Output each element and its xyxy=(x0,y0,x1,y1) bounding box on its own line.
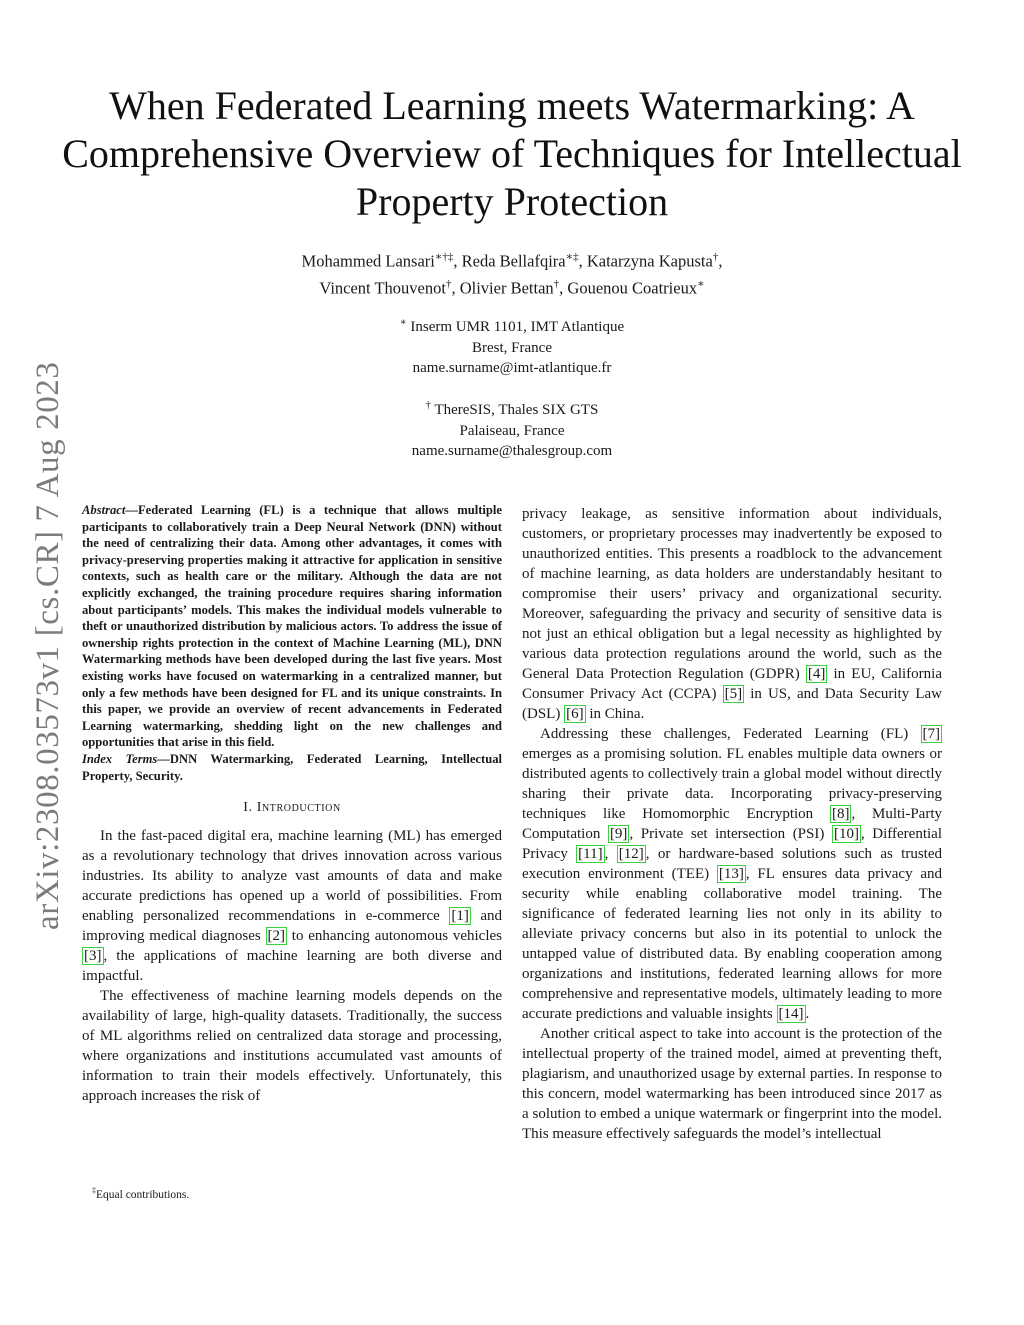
index-terms-text: —DNN Watermarking, Federated Learning, Intellectual Property, Security. xyxy=(82,751,502,783)
paragraph-text: in EU, California Consumer Privacy Act (CCPA) xyxy=(522,666,942,702)
affiliation-org xyxy=(212,396,812,421)
affiliation-thales xyxy=(212,396,812,462)
paragraph-text: , xyxy=(604,846,617,862)
arxiv-identifier: arXiv:2308.03573v1 [cs.CR] 7 Aug 2023 xyxy=(29,361,66,930)
intro-paragraph-2-continued xyxy=(522,504,942,724)
author-name: Gouenou Coatrieux xyxy=(567,278,698,297)
affiliation-email: name.surname@imt-atlantique.fr xyxy=(412,360,612,376)
intro-paragraph-4: Another critical aspect to take into account is the protection of the intellectual property of the trained model, aimed at preventing theft, plagiarism, and unauthorized usage by external parties. In response to this concern, model watermarking has been introduced since 2017 as a solution to embed a unique watermark or fingerprint into the model. This measure effectively safeguards the model’s intellectual xyxy=(522,1026,942,1142)
paragraph-text: and improving medical diagnoses xyxy=(82,908,502,945)
affiliation-mark: † xyxy=(425,400,431,411)
author-marks: ∗‡ xyxy=(565,251,579,263)
paragraph-text: , FL ensures data privacy and security while enabling collaborative model training. The significance of federated learning lies not only in its ability to alleviate privacy concerns but also in its potential to unlock the untapped value of distributed data. By enabling cooperation among organizations and institutions, federated learning allows for more comprehensive and representative models, ultimately leading to more accurate predictions and valuable insights xyxy=(522,866,942,1022)
citation-link[interactable]: [12] xyxy=(618,846,644,862)
citation-link[interactable]: [1] xyxy=(451,908,469,925)
section-number: I. xyxy=(243,800,257,816)
author-list xyxy=(110,246,914,299)
paragraph-text: , Multi-Party Computation xyxy=(522,806,942,842)
paragraph-text: In the fast-paced digital era, machine learning (ML) has emerged as a revolutionary technology that drives innovation across various industries. Its ability to analyze vast amounts of data and make accurate predictions has opened up a world of possibilities. From enabling personalized recommendations in e-commerce xyxy=(82,828,502,925)
footnote-text: Equal contributions. xyxy=(96,1188,190,1201)
author-marks: ∗ xyxy=(697,277,705,290)
author-separator: , xyxy=(559,278,568,297)
author-name: Olivier Bettan xyxy=(459,278,554,297)
section-heading xyxy=(82,798,502,818)
author-marks: ∗†‡ xyxy=(434,251,454,263)
citation-link[interactable]: [6] xyxy=(566,706,584,722)
paper-title: When Federated Learning meets Watermarking: A Comprehensive Overview of Techniques for Intellectual Property Protection xyxy=(62,83,962,224)
section-title: Introduction xyxy=(256,800,341,816)
citation-link[interactable]: [11] xyxy=(578,846,603,862)
author-name: Katarzyna Kapusta xyxy=(586,251,713,271)
paragraph-text: privacy leakage, as sensitive information about individuals, customers, or proprietary processes may inadvertently be exposed to unauthorized entities. This presents a roadblock to the advancement of machine learning, as data holders are understandably hesitant to compromise their users’ privacy and organizational security. Moreover, safeguarding the privacy and security of sensitive data is not just an ethical obligation but a legal necessity as highlighted by various data protection regulations around the world, such as the General Data Protection Regulation (GDPR) xyxy=(522,506,942,682)
citation-link[interactable]: [8] xyxy=(831,806,850,822)
citation-link[interactable]: [3] xyxy=(84,948,102,965)
author-line-1 xyxy=(110,246,914,273)
paragraph-text: in China. xyxy=(585,706,645,722)
paragraph-text: Addressing these challenges, Federated Learning (FL) xyxy=(540,726,921,742)
footnote xyxy=(92,1184,189,1202)
paragraph-text: , or hardware-based solutions such as trusted execution environment (TEE) xyxy=(522,846,942,882)
affiliation-place: Palaiseau, France xyxy=(459,422,565,439)
abstract-label: Abstract xyxy=(82,503,126,517)
index-terms-label: Index Terms xyxy=(82,751,158,766)
intro-paragraph-3 xyxy=(522,724,942,1024)
footnote-mark: ‡ xyxy=(92,1186,96,1195)
paragraph-text: , Differential Privacy xyxy=(522,826,942,862)
paragraph-text: , Private set intersection (PSI) xyxy=(629,826,832,842)
author-line-2 xyxy=(110,273,914,300)
author-name: Mohammed Lansari xyxy=(301,251,435,271)
intro-paragraph-2: The effectiveness of machine learning models depends on the availability of large, high-quality datasets. Traditionally, the success of ML algorithms relied on centralized data storage and processing, where organizations and institutions accumulated vast amounts of information to train their models effectively. Unfortunately, this approach increases the risk of xyxy=(82,988,502,1105)
affiliation-imt xyxy=(212,313,812,379)
left-column xyxy=(82,502,502,1106)
paragraph-text: . xyxy=(805,1006,810,1022)
paragraph-text: , the applications of machine learning are both diverse and impactful. xyxy=(82,948,502,985)
affiliation-org-name: ThereSIS, Thales SIX GTS xyxy=(434,402,599,418)
author-name: Vincent Thouvenot xyxy=(319,278,446,297)
affiliation-org xyxy=(212,313,812,338)
author-marks: † xyxy=(553,277,560,290)
citation-link[interactable]: [2] xyxy=(267,928,286,945)
affiliation-email: name.surname@thalesgroup.com xyxy=(411,443,613,459)
author-separator: , xyxy=(453,251,462,271)
citation-link[interactable]: [5] xyxy=(724,686,743,702)
citation-link[interactable]: [10] xyxy=(833,826,859,842)
affiliation-org-name: Inserm UMR 1101, IMT Atlantique xyxy=(410,319,625,335)
citation-link[interactable]: [4] xyxy=(807,666,826,682)
citation-link[interactable]: [13] xyxy=(718,866,744,882)
citation-link[interactable]: [7] xyxy=(922,726,940,742)
affiliation-mark: ∗ xyxy=(399,317,407,328)
author-separator: , xyxy=(578,251,587,271)
paragraph-text: in US, and Data Security Law (DSL) xyxy=(522,686,942,722)
index-terms xyxy=(82,751,502,784)
abstract-text: —Federated Learning (FL) is a technique that allows multiple participants to collaboratively train a Deep Neural Network (DNN) without the need of centralizing their data. Among other advantages, it comes with privacy-preserving properties making it attractive for application in sensitive contexts, such as health care or the military. Although the data are not explicitly exchanged, the training procedure requires sharing information about participants’ models. This makes the individual models vulnerable to theft or unauthorized distribution by malicious actors. To address the issue of ownership rights protection in the context of Machine Learning (ML), DNN Watermarking methods have been developed during the last five years. Most existing works have focused on watermarking in a centralized manner, but only a few methods have been designed for FL and its unique constraints. In this paper, we provide an overview of recent advancements in Federated Learning watermarking, shedding light on the new challenges and opportunities that arise in this field. xyxy=(82,503,502,750)
paragraph-text: to enhancing autonomous vehicles xyxy=(287,928,502,945)
author-marks: † xyxy=(445,277,452,290)
paragraph-text: emerges as a promising solution. FL enables multiple data owners or distributed agents to collectively train a global model without directly sharing their private data. Incorporating privacy-preserving techniques like Homomorphic Encryption xyxy=(522,746,942,822)
right-column xyxy=(522,504,942,1144)
citation-link[interactable]: [14] xyxy=(778,1006,804,1022)
author-name: Reda Bellafqira xyxy=(461,251,566,271)
author-separator: , xyxy=(451,278,460,297)
intro-paragraph-1 xyxy=(82,826,502,986)
abstract xyxy=(82,502,502,751)
citation-link[interactable]: [9] xyxy=(609,826,628,842)
affiliation-place: Brest, France xyxy=(472,339,552,356)
author-marks: † xyxy=(712,251,719,263)
author-separator: , xyxy=(718,251,723,271)
